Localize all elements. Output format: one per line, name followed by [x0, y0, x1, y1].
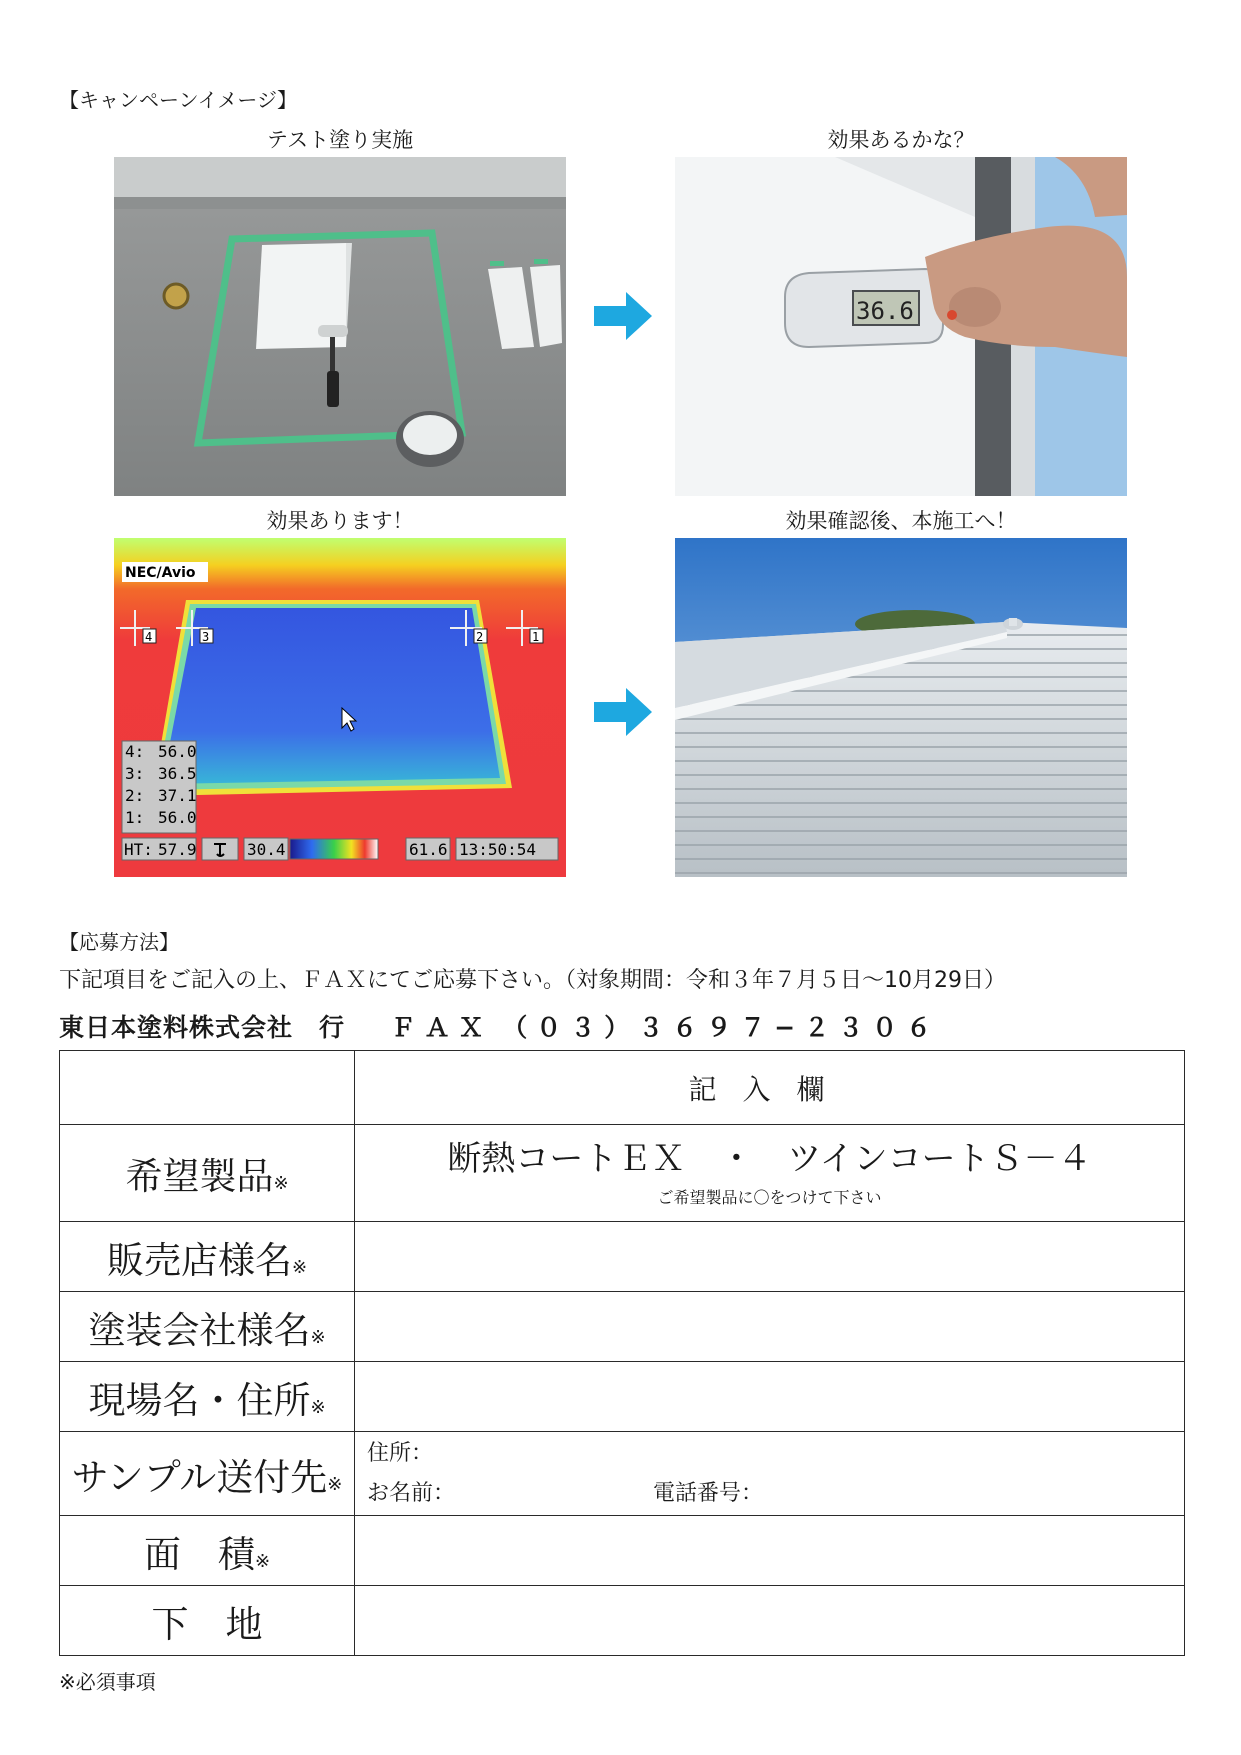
product-choice-field[interactable] — [355, 1125, 1185, 1222]
photo-caption-test-paint: テスト塗り実施 — [266, 128, 414, 152]
sample-phone-label: 電話番号： — [653, 1480, 764, 1506]
site-address-field[interactable] — [355, 1362, 1185, 1432]
photo-caption-full-construction: 効果確認後、本施工へ！ — [785, 509, 1017, 533]
method-instruction: 下記項目をご記入の上、ＦＡＸにてご応募下さい。（対象期間：令和３年７月５日〜10月29日） — [59, 968, 1006, 993]
row-label-product: 希望製品※ — [60, 1125, 355, 1222]
ht-label: HT: — [124, 840, 153, 859]
thermal-marker-3-label: 3 — [202, 630, 210, 644]
row-label-dealer: 販売店様名※ — [60, 1222, 355, 1292]
application-form — [59, 1050, 1185, 1656]
thermal-marker-4-label: 4 — [145, 630, 153, 644]
campaign-heading: 【キャンペーンイメージ】 — [59, 88, 297, 112]
product-note: ご希望製品に〇をつけて下さい — [657, 1187, 882, 1207]
form-header: 記入欄 — [355, 1051, 1185, 1125]
photo-test-paint — [114, 157, 566, 496]
reading-1-value: 56.0 — [158, 808, 197, 827]
ht-value: 57.9 — [158, 840, 197, 859]
color-scale-bar — [290, 839, 378, 859]
sample-destination-field[interactable] — [355, 1432, 1185, 1516]
scale-min: 30.4 — [247, 840, 286, 859]
product-options: 断熱コートＥＸ ・ ツインコートＳ－４ — [447, 1138, 1092, 1179]
method-heading: 【応募方法】 — [59, 930, 179, 954]
photo-thermometer — [675, 157, 1127, 496]
dealer-name-field[interactable] — [355, 1222, 1185, 1292]
scale-max: 61.6 — [409, 840, 448, 859]
reading-2-value: 37.1 — [158, 786, 197, 805]
row-label-area: 面 積※ — [60, 1516, 355, 1586]
reading-1-label: 1: — [125, 808, 145, 827]
photo-caption-effect-confirmed: 効果あります！ — [266, 509, 414, 533]
arrow-right-icon — [594, 292, 652, 340]
row-label-site: 現場名・住所※ — [60, 1362, 355, 1432]
thermal-brand-label: NEC/Avio — [125, 565, 196, 581]
sample-name-phone-line[interactable] — [355, 1474, 1184, 1514]
arrow-right-icon — [594, 688, 652, 736]
substrate-field[interactable] — [355, 1586, 1185, 1656]
thermal-marker-2-label: 2 — [476, 630, 484, 644]
row-label-painting-company: 塗装会社様名※ — [60, 1292, 355, 1362]
painting-company-field[interactable] — [355, 1292, 1185, 1362]
required-footnote: ※必須事項 — [59, 1670, 156, 1694]
sample-name-label: お名前： — [367, 1480, 456, 1506]
reading-3-label: 3: — [125, 764, 145, 783]
company-name: 東日本塗料株式会社 行 — [59, 1013, 346, 1042]
fax-label: ＦＡＸ — [390, 1013, 493, 1042]
fax-number: （０３）３６９７−２３０６ — [502, 1013, 941, 1042]
reading-4-value: 56.0 — [158, 742, 197, 761]
photo-thermal-image — [114, 538, 566, 877]
sample-address-label: 住所： — [367, 1440, 434, 1466]
area-field[interactable] — [355, 1516, 1185, 1586]
sample-address-line[interactable] — [355, 1434, 1184, 1474]
row-label-sample-destination: サンプル送付先※ — [60, 1432, 355, 1516]
reading-2-label: 2: — [125, 786, 145, 805]
row-label-substrate: 下 地 — [60, 1586, 355, 1656]
form-header-blank — [60, 1051, 355, 1125]
thermal-marker-1-label: 1 — [532, 630, 540, 644]
fax-destination — [59, 1008, 940, 1044]
reading-3-value: 36.5 — [158, 764, 197, 783]
reading-4-label: 4: — [125, 742, 145, 761]
thermometer-reading: 36.6 — [856, 297, 914, 325]
capture-time: 13:50:54 — [459, 840, 537, 859]
photo-finished-roof — [675, 538, 1127, 877]
photo-caption-effect-question: 効果あるかな？ — [827, 128, 975, 152]
